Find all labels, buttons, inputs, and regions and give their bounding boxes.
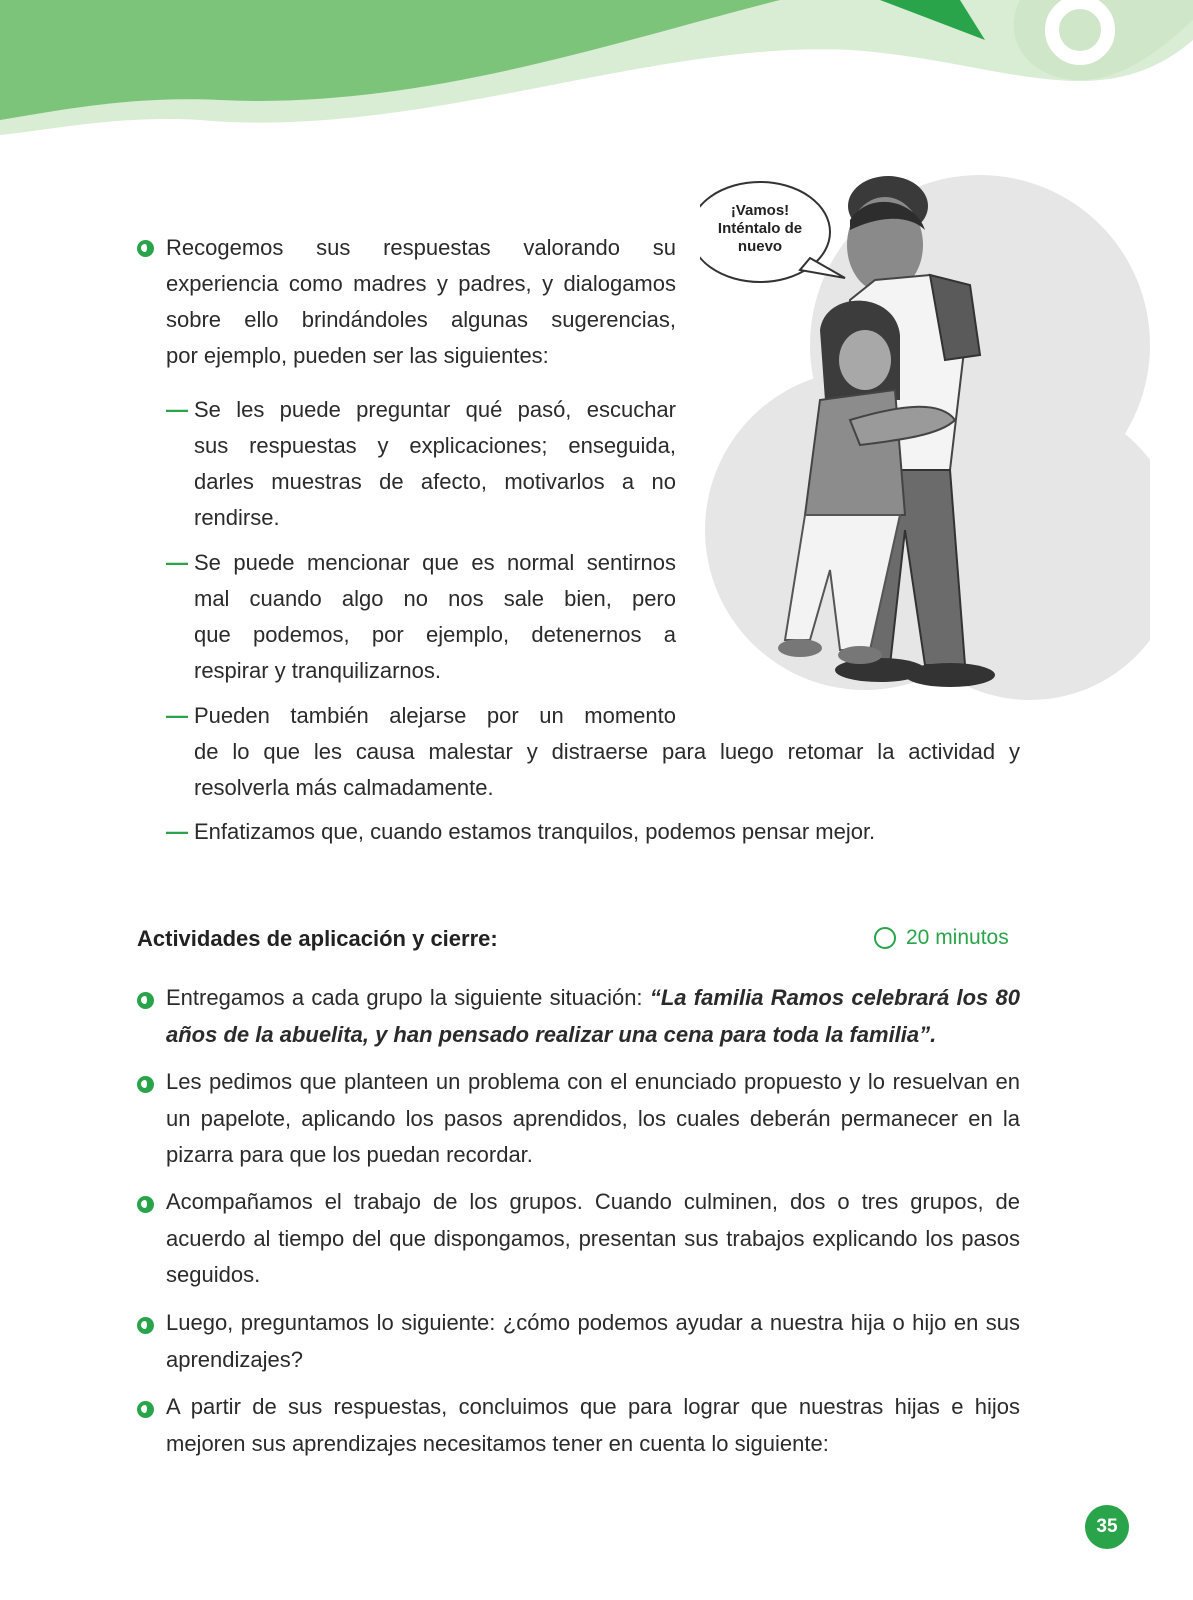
- dash-marker: —: [166, 397, 188, 422]
- section-heading: Actividades de aplicación y cierre:: [137, 926, 498, 951]
- intro-line-3: sobre ello brindándoles algunas sugerencias,: [166, 307, 676, 332]
- suggestion-1-line-2: sus respuestas y explicaciones; enseguida,: [194, 433, 676, 458]
- bullet-icon: [137, 1076, 154, 1093]
- suggestion-2-line-2: mal cuando algo no nos sale bien, pero: [194, 586, 676, 611]
- suggestion-1-line-4: rendirse.: [194, 505, 280, 530]
- activity-2: Les pedimos que planteen un problema con el enunciado propuesto y lo resuelvan en un papelote, aplicando los pasos aprendidos, los cuales deberán permanecer en la pizarra para que los puedan recordar.: [166, 1069, 1020, 1167]
- duration-indicator: [874, 926, 1009, 950]
- speech-bubble-line-1: ¡Vamos!: [730, 202, 790, 219]
- duration-label: 20 minutos: [906, 926, 1009, 949]
- suggestion-3-line-2: de lo que les causa malestar y distraerse para luego retomar la actividad y: [194, 739, 1020, 764]
- suggestion-3-line-1: Pueden también alejarse por un momento: [194, 703, 676, 728]
- suggestion-1-line-3: darles muestras de afecto, motivarlos a no: [194, 469, 676, 494]
- activity-1: [166, 980, 1020, 1053]
- suggestion-4-line-1: Enfatizamos que, cuando estamos tranquilos, podemos pensar mejor.: [194, 819, 876, 844]
- father-daughter-hug-illustration: [700, 170, 1150, 710]
- bullet-icon: [137, 240, 154, 257]
- intro-line-1: Recogemos sus respuestas valorando su: [166, 235, 676, 260]
- activity-1-text: Entregamos a cada grupo la siguiente situación:: [166, 985, 650, 1010]
- bullet-icon: [137, 992, 154, 1009]
- suggestion-2-line-4: respirar y tranquilizarnos.: [194, 658, 441, 683]
- clock-icon: [874, 927, 896, 949]
- dash-marker: —: [166, 819, 188, 844]
- page-number: 35: [1085, 1505, 1129, 1549]
- bullet-icon: [137, 1196, 154, 1213]
- intro-line-2: experiencia como madres y padres, y dialogamos: [166, 271, 676, 296]
- dash-marker: —: [166, 703, 188, 728]
- bullet-icon: [137, 1317, 154, 1334]
- activity-3: Acompañamos el trabajo de los grupos. Cuando culminen, dos o tres grupos, de acuerdo al tiempo del que dispongamos, presentan sus trabajos explicando los pasos seguidos.: [166, 1189, 1020, 1287]
- speech-bubble-line-3: nuevo: [737, 238, 783, 255]
- suggestion-2-line-1: Se puede mencionar que es normal sentirnos: [194, 550, 676, 575]
- suggestion-2-line-3: que podemos, por ejemplo, detenernos a: [194, 622, 676, 647]
- bullet-icon: [137, 1401, 154, 1418]
- activity-4: Luego, preguntamos lo siguiente: ¿cómo podemos ayudar a nuestra hija o hijo en sus aprendizajes?: [166, 1310, 1020, 1372]
- header-wave-decoration: [0, 0, 1193, 150]
- activity-5: A partir de sus respuestas, concluimos que para lograr que nuestras hijas e hijos mejoren sus aprendizajes necesitamos tener en cuenta lo siguiente:: [166, 1394, 1020, 1456]
- speech-bubble-line-2: Inténtalo de: [717, 220, 803, 237]
- dash-marker: —: [166, 550, 188, 575]
- intro-line-4: por ejemplo, pueden ser las siguientes:: [166, 343, 549, 368]
- suggestion-3-line-3: resolverla más calmadamente.: [194, 775, 494, 800]
- activity-1-emphasis: “La familia Ramos celebrará los 80 años de la abuelita, y han pensado realizar una cena para toda la familia”.: [166, 985, 1020, 1047]
- suggestion-1-line-1: Se les puede preguntar qué pasó, escuchar: [194, 397, 676, 422]
